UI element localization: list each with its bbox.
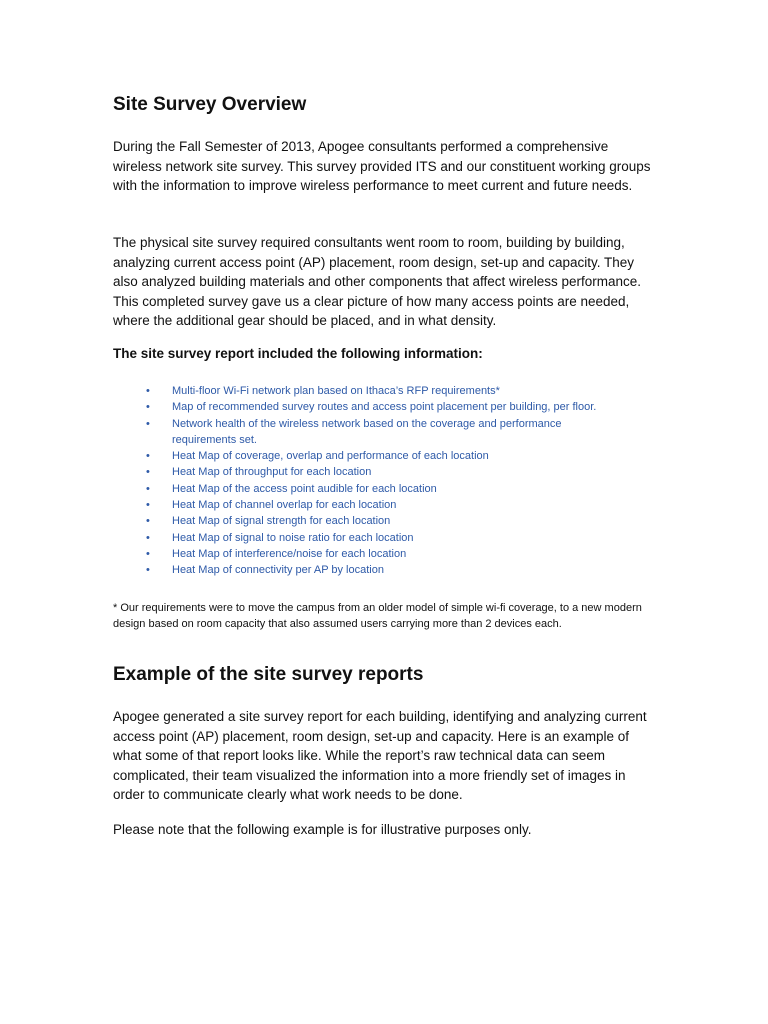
list-item (146, 546, 626, 562)
overview-paragraph-2: The physical site survey required consultants went room to room, building by building, analyzing current access point (AP) placement, room design, set-up and capacity. They also analyzed building materials and other components that affect wireless performance. This completed survey gave us a clear picture of how many access points are needed, where the additional gear should be placed, and in what density. (113, 235, 642, 328)
bullet-icon: • (146, 564, 150, 577)
bullet-icon: • (146, 417, 150, 430)
list-item-text: Multi-floor Wi-Fi network plan based on Ithaca’s RFP requirements* (172, 385, 500, 397)
example-paragraph-1: Apogee generated a site survey report for each building, identifying and analyzing current access point (AP) placement, room design, set-up and capacity. Here is an example of what some of that report looks like. While the report’s raw technical data can seem complicated, their team visualized the information into a more friendly set of images in order to communicate clearly what work needs to be done. (113, 709, 647, 802)
list-item-text: Heat Map of channel overlap for each location (172, 499, 397, 512)
footnote: * Our requirements were to move the campus from an older model of simple wi-fi coverage, to a new modern design based on room capacity that also assumed users carrying more than 2 devices each. (113, 602, 642, 630)
bullet-icon: • (146, 531, 150, 544)
bullet-icon: • (146, 499, 150, 512)
list-item (146, 497, 626, 513)
list-item-text: Heat Map of signal strength for each location (172, 515, 391, 528)
bullet-icon: • (146, 482, 150, 495)
list-item (146, 562, 626, 578)
list-item (146, 513, 626, 529)
list-item-text: Heat Map of throughput for each location (172, 466, 372, 479)
list-item-text: Heat Map of interference/noise for each location (172, 547, 407, 560)
overview-heading: Site Survey Overview (113, 94, 307, 115)
list-item-text: Heat Map of coverage, overlap and performance of each location (172, 450, 489, 463)
list-item (146, 448, 626, 464)
bullet-icon: • (146, 466, 150, 479)
bullet-icon: • (146, 401, 150, 414)
bullet-icon: • (146, 450, 150, 463)
example-paragraph-2: Please note that the following example is for illustrative purposes only. (113, 822, 532, 837)
list-item-text: Heat Map of the access point audible for each location (172, 482, 437, 495)
bullet-icon: • (146, 547, 150, 560)
bullet-icon: • (146, 385, 150, 397)
list-item (146, 383, 626, 399)
example-heading: Example of the site survey reports (113, 664, 424, 685)
list-item-text: Network health of the wireless network based on the coverage and performance requirements set. (172, 417, 562, 446)
list-item-text: Heat Map of signal to noise ratio for each location (172, 531, 414, 544)
report-intro: The site survey report included the following information: (113, 346, 483, 361)
bullet-icon: • (146, 515, 150, 528)
report-contents-list (146, 383, 626, 579)
overview-paragraph-1: During the Fall Semester of 2013, Apogee consultants performed a comprehensive wireless network site survey. This survey provided ITS and our constituent working groups with the information to improve wireless performance to meet current and future needs. (113, 139, 651, 193)
list-item (146, 464, 626, 480)
list-item (146, 481, 626, 497)
list-item-text: Heat Map of connectivity per AP by location (172, 564, 384, 577)
list-item (146, 530, 626, 546)
list-item (146, 416, 626, 449)
list-item-text: Map of recommended survey routes and access point placement per building, per floor. (172, 401, 597, 414)
list-item (146, 399, 626, 415)
